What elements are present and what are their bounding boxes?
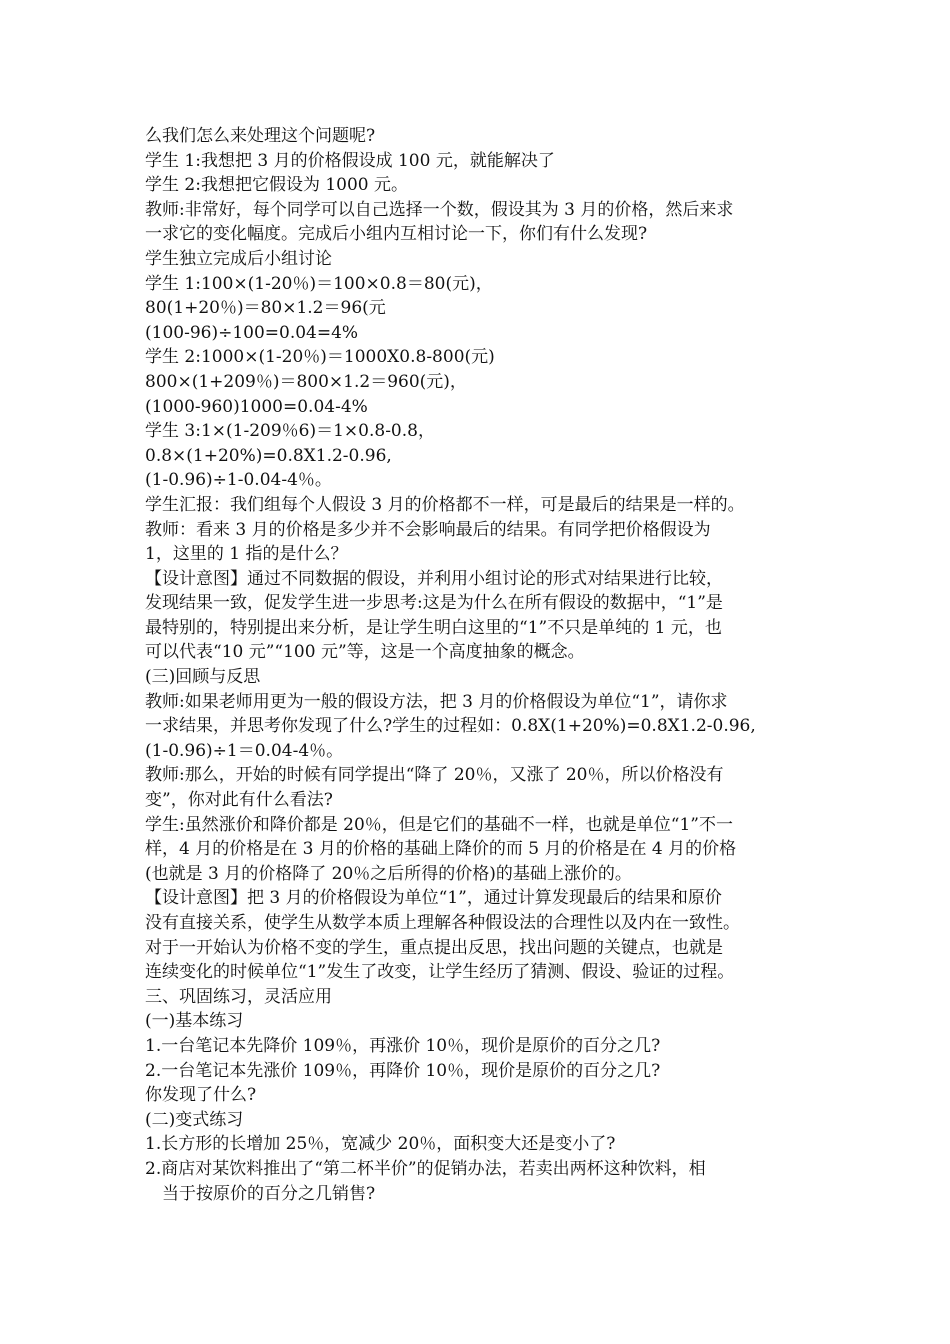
text-line-12: (1000-960)1000=0.04-4% <box>145 396 368 417</box>
text-line-40: 你发现了什么? <box>145 1085 257 1106</box>
text-line-23: (三)回顾与反思 <box>145 667 261 688</box>
text-line-3: 学生 2:我想把它假设为 1000 元。 <box>145 175 409 196</box>
text-line-17: 教师：看来 3 月的价格是多少并不会影响最后的结果。有同学把价格假设为 <box>145 519 711 540</box>
text-line-6: 学生独立完成后小组讨论 <box>145 248 332 269</box>
text-line-41: (二)变式练习 <box>145 1109 244 1130</box>
text-line-43: 2.商店对某饮料推出了“第二杯半价”的促销办法，若卖出两杯这种饮料，相 <box>145 1158 706 1179</box>
text-line-37: (一)基本练习 <box>145 1011 244 1032</box>
document-page <box>145 124 825 1206</box>
text-line-32: 【设计意图】把 3 月的价格假设为单位“1”，通过计算发现最后的结果和原价 <box>145 888 722 909</box>
text-line-4: 教师:非常好，每个同学可以自己选择一个数，假设其为 3 月的价格，然后来求 <box>145 199 734 220</box>
text-line-8: 80(1+20％)＝80×1.2＝96(元 <box>145 298 386 319</box>
text-line-30: 样，4 月的价格是在 3 月的价格的基础上降价的而 5 月的价格是在 4 月的价格 <box>145 839 737 860</box>
text-line-11: 800×(1+209％)＝800×1.2＝960(元)， <box>145 371 467 392</box>
text-line-34: 对于一开始认为价格不变的学生，重点提出反思，找出问题的关键点，也就是 <box>145 937 723 958</box>
text-line-22: 可以代表“10 元”“100 元”等，这是一个高度抽象的概念。 <box>145 642 585 663</box>
text-line-33: 没有直接关系，使学生从数学本质上理解各种假设法的合理性以及内在一致性。 <box>145 913 740 933</box>
text-line-13: 学生 3:1×(1-209％6)＝1×0.8-0.8， <box>145 421 435 442</box>
text-line-42: 1.长方形的长增加 25％，宽减少 20％，面积变大还是变小了? <box>145 1134 616 1155</box>
text-line-14: 0.8×(1+20%)=0.8X1.2-0.96, <box>145 445 392 466</box>
text-line-26: (1-0.96)÷1＝0.04-4％。 <box>145 740 344 761</box>
text-line-44: 当于按原价的百分之几销售? <box>162 1183 376 1204</box>
text-line-20: 发现结果一致，促发学生进一步思考:这是为什么在所有假设的数据中，“1”是 <box>145 593 723 614</box>
text-line-35: 连续变化的时候单位“1”发生了改变，让学生经历了猜测、假设、验证的过程。 <box>145 962 735 983</box>
text-line-18: 1，这里的 1 指的是什么？ <box>145 544 348 565</box>
text-line-31: (也就是 3 月的价格降了 20％之后所得的价格)的基础上涨价的。 <box>145 863 632 884</box>
text-line-15: (1-0.96)÷1-0.04-4％。 <box>145 470 332 491</box>
text-line-1: 么我们怎么来处理这个问题呢? <box>145 126 376 146</box>
text-line-27: 教师:那么，开始的时候有同学提出“降了 20％，又涨了 20％，所以价格没有 <box>145 765 724 786</box>
text-line-19: 【设计意图】通过不同数据的假设，并利用小组讨论的形式对结果进行比较， <box>145 568 723 589</box>
text-line-9: (100-96)÷100=0.04=4% <box>145 322 359 343</box>
text-line-21: 最特别的，特别提出来分析，是让学生明白这里的“1”不只是单纯的 1 元，也 <box>145 617 722 638</box>
text-line-7: 学生 1:100×(1-20％)＝100×0.8＝80(元)， <box>145 273 493 294</box>
text-line-28: 变”，你对此有什么看法? <box>145 790 333 811</box>
text-line-36: 三、巩固练习，灵活应用 <box>145 986 332 1007</box>
text-line-25: 一求结果，并思考你发现了什么?学生的过程如：0.8X(1+20%)=0.8X1.2-0.96, <box>145 716 756 737</box>
text-line-39: 2.一台笔记本先涨价 109％，再降价 10％，现价是原价的百分之几? <box>145 1060 661 1081</box>
text-line-2: 学生 1:我想把 3 月的价格假设成 100 元，就能解决了 <box>145 150 555 171</box>
text-line-29: 学生:虽然涨价和降价都是 20％，但是它们的基础不一样，也就是单位“1”不一 <box>145 814 733 835</box>
text-line-10: 学生 2:1000×(1-20％)＝1000X0.8-800(元) <box>145 347 495 368</box>
text-line-5: 一求它的变化幅度。完成后小组内互相讨论一下，你们有什么发现? <box>145 224 648 245</box>
text-line-16: 学生汇报：我们组每个人假设 3 月的价格都不一样，可是最后的结果是一样的。 <box>145 494 745 515</box>
text-line-38: 1.一台笔记本先降价 109％，再涨价 10％，现价是原价的百分之几? <box>145 1035 661 1056</box>
text-line-24: 教师:如果老师用更为一般的假设方法，把 3 月的价格假设为单位“1”，请你求 <box>145 691 728 712</box>
